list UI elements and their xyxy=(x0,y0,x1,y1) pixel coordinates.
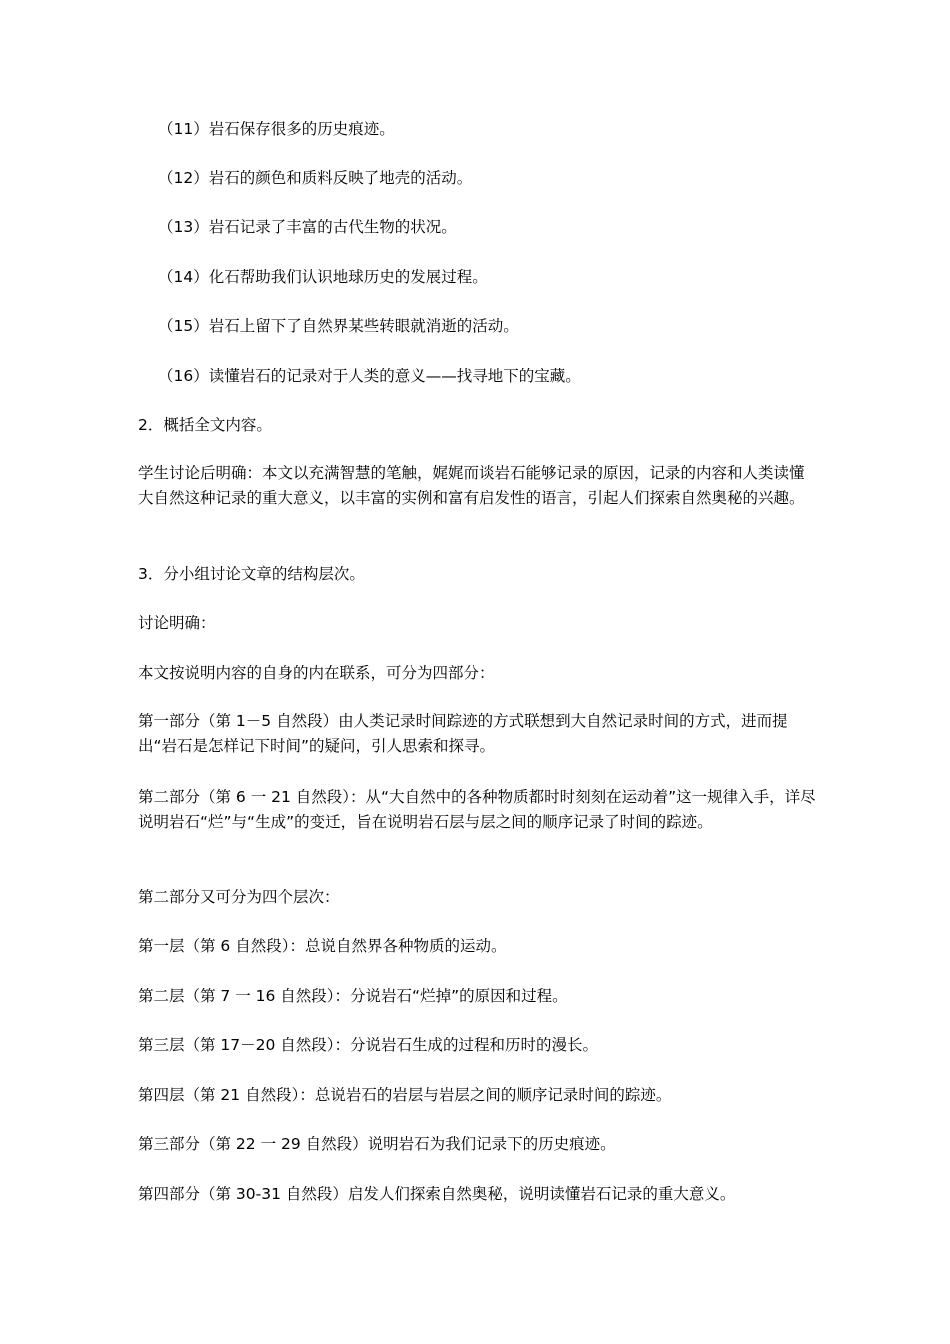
part-2-subheading: 第二部分又可分为四个层次： xyxy=(138,888,340,906)
list-item: （12）岩石的颜色和质料反映了地壳的活动。 xyxy=(158,169,473,187)
structure-intro: 本文按说明内容的自身的内在联系，可分为四部分： xyxy=(138,664,495,682)
list-item: （14）化石帮助我们认识地球历史的发展过程。 xyxy=(158,268,488,286)
layer-4: 第四层（第 21 自然段）：总说岩石的岩层与岩层之间的顺序记录时间的踪迹。 xyxy=(138,1086,672,1104)
part-2-paragraph: 第二部分（第 6 一 21 自然段）：从“大自然中的各种物质都时时刻刻在运动着”这一规律入手，详尽说明岩石“烂”与“生成”的变迁，旨在说明岩石层与层之间的顺序记录了时间的踪迹。 xyxy=(138,788,816,831)
discussion-label: 讨论明确： xyxy=(138,614,216,632)
layer-3: 第三层（第 17－20 自然段）：分说岩石生成的过程和历时的漫长。 xyxy=(138,1036,599,1054)
layer-1: 第一层（第 6 自然段）：总说自然界各种物质的运动。 xyxy=(138,937,507,955)
list-item: （15）岩石上留下了自然界某些转眼就消逝的活动。 xyxy=(158,317,519,335)
question-2-answer: 学生讨论后明确：本文以充满智慧的笔触，娓娓而谈岩石能够记录的原因，记录的内容和人类读懂大自然这种记录的重大意义，以丰富的实例和富有启发性的语言，引起人们探索自然奥秘的兴趣。 xyxy=(138,464,805,507)
list-item: （11）岩石保存很多的历史痕迹。 xyxy=(158,120,395,138)
part-3-paragraph: 第三部分（第 22 一 29 自然段）说明岩石为我们记录下的历史痕迹。 xyxy=(138,1135,616,1153)
part-1-paragraph: 第一部分（第 1－5 自然段）由人类记录时间踪迹的方式联想到大自然记录时间的方式，进而提出“岩石是怎样记下时间”的疑问，引人思索和探寻。 xyxy=(138,712,788,755)
part-4-paragraph: 第四部分（第 30-31 自然段）启发人们探索自然奥秘，说明读懂岩石记录的重大意义。 xyxy=(138,1185,736,1203)
question-3-heading: 3．分小组讨论文章的结构层次。 xyxy=(138,565,365,583)
list-item: （16）读懂岩石的记录对于人类的意义——找寻地下的宝藏。 xyxy=(158,367,581,385)
question-2-heading: 2．概括全文内容。 xyxy=(138,416,272,434)
list-item: （13）岩石记录了丰富的古代生物的状况。 xyxy=(158,218,457,236)
layer-2: 第二层（第 7 一 16 自然段）：分说岩石“烂掉”的原因和过程。 xyxy=(138,987,568,1005)
